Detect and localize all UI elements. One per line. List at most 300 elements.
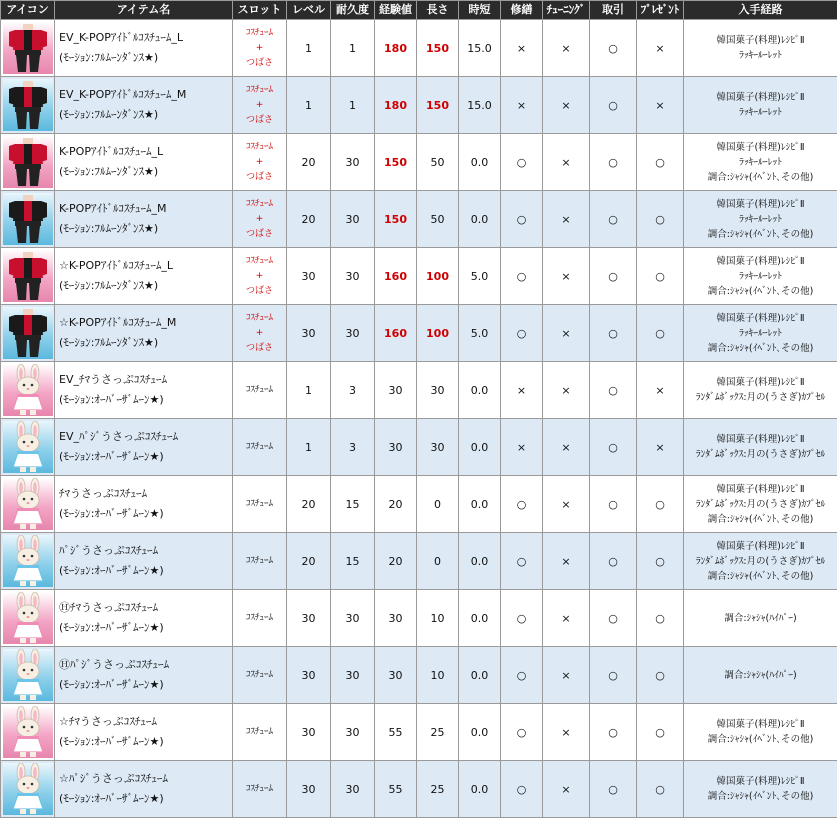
route-line: ﾗｯｷｰﾙｰﾚｯﾄ bbox=[684, 269, 837, 284]
tuning-cell: × bbox=[543, 590, 590, 647]
item-icon-cell bbox=[1, 533, 55, 590]
item-name: Ⓗﾊﾟｼﾞうさっぷｺｽﾁｭｰﾑ bbox=[59, 655, 232, 675]
route-line: 韓国菓子(料理)ﾚｼﾋﾟⅡ bbox=[684, 482, 837, 497]
level-cell: 20 bbox=[287, 134, 331, 191]
slot-line: + bbox=[233, 269, 286, 284]
slot-line: ｺｽﾁｭｰﾑ bbox=[233, 782, 286, 797]
present-cell: ○ bbox=[637, 533, 684, 590]
item-name-cell bbox=[55, 761, 233, 818]
repair-cell: × bbox=[501, 362, 543, 419]
repair-cell: × bbox=[501, 20, 543, 77]
slot-line: つばさ bbox=[233, 227, 286, 242]
item-icon-cell bbox=[1, 305, 55, 362]
exp-cell: 30 bbox=[375, 590, 417, 647]
exp-cell: 20 bbox=[375, 533, 417, 590]
item-name-cell bbox=[55, 248, 233, 305]
level-cell: 1 bbox=[287, 20, 331, 77]
trade-cell: ○ bbox=[590, 305, 637, 362]
table-row bbox=[1, 20, 837, 77]
slot-line: ｺｽﾁｭｰﾑ bbox=[233, 611, 286, 626]
present-cell: ○ bbox=[637, 191, 684, 248]
slot-cell bbox=[233, 305, 287, 362]
item-icon-cell bbox=[1, 590, 55, 647]
repair-cell: ○ bbox=[501, 533, 543, 590]
idol-costume-red-icon bbox=[3, 22, 53, 74]
item-name-cell bbox=[55, 362, 233, 419]
repair-cell: × bbox=[501, 419, 543, 476]
item-motion: (ﾓｰｼｮﾝ:ｵｰﾊﾞｰｻﾞﾑｰﾝ★) bbox=[59, 675, 232, 695]
level-cell: 30 bbox=[287, 248, 331, 305]
route-line: 調合:ｼｬｼｬ(ｲﾍﾞﾝﾄ､その他) bbox=[684, 512, 837, 527]
length-cell: 0 bbox=[417, 476, 459, 533]
route-cell bbox=[684, 20, 837, 77]
slot-cell bbox=[233, 761, 287, 818]
route-line: 調合:ｼｬｼｬ(ｲﾍﾞﾝﾄ､その他) bbox=[684, 569, 837, 584]
route-cell bbox=[684, 590, 837, 647]
slot-cell bbox=[233, 533, 287, 590]
route-line: 調合:ｼｬｼｬ(ｲﾍﾞﾝﾄ､その他) bbox=[684, 170, 837, 185]
route-cell bbox=[684, 761, 837, 818]
present-cell: ○ bbox=[637, 704, 684, 761]
route-line: 韓国菓子(料理)ﾚｼﾋﾟⅡ bbox=[684, 90, 837, 105]
rabbit-costume-blue-icon bbox=[3, 763, 53, 815]
route-line: 調合:ｼｬｼｬ(ﾊｲﾊﾟｰ) bbox=[684, 668, 837, 683]
idol-costume-red-icon bbox=[3, 136, 53, 188]
repair-cell: ○ bbox=[501, 647, 543, 704]
route-cell bbox=[684, 77, 837, 134]
route-line: ﾗﾝﾀﾞﾑﾎﾞｯｸｽ:月の(うさぎ)ｶﾌﾟｾﾙ bbox=[684, 447, 837, 462]
tuning-cell: × bbox=[543, 248, 590, 305]
level-cell: 30 bbox=[287, 761, 331, 818]
tuning-cell: × bbox=[543, 476, 590, 533]
present-cell: ○ bbox=[637, 248, 684, 305]
item-icon-cell bbox=[1, 248, 55, 305]
idol-costume-black-icon bbox=[3, 307, 53, 359]
route-cell bbox=[684, 362, 837, 419]
item-icon-cell bbox=[1, 362, 55, 419]
slot-line: ｺｽﾁｭｰﾑ bbox=[233, 554, 286, 569]
item-name: K-POPｱｲﾄﾞﾙｺｽﾁｭｰﾑ_M bbox=[59, 199, 232, 219]
present-cell: ○ bbox=[637, 305, 684, 362]
tuning-cell: × bbox=[543, 305, 590, 362]
slot-line: + bbox=[233, 326, 286, 341]
header-exp: 経験値 bbox=[375, 1, 417, 20]
slot-line: つばさ bbox=[233, 341, 286, 356]
tuning-cell: × bbox=[543, 419, 590, 476]
header-item-name: アイテム名 bbox=[55, 1, 233, 20]
item-name-cell bbox=[55, 134, 233, 191]
item-name-cell bbox=[55, 590, 233, 647]
level-cell: 30 bbox=[287, 590, 331, 647]
length-cell: 50 bbox=[417, 134, 459, 191]
route-cell bbox=[684, 305, 837, 362]
exp-cell: 150 bbox=[375, 191, 417, 248]
item-motion: (ﾓｰｼｮﾝ:ﾌﾙﾑｰﾝﾀﾞﾝｽ★) bbox=[59, 162, 232, 182]
item-motion: (ﾓｰｼｮﾝ:ｵｰﾊﾞｰｻﾞﾑｰﾝ★) bbox=[59, 447, 232, 467]
route-line: 調合:ｼｬｼｬ(ｲﾍﾞﾝﾄ､その他) bbox=[684, 227, 837, 242]
route-line: 調合:ｼｬｼｬ(ｲﾍﾞﾝﾄ､その他) bbox=[684, 789, 837, 804]
route-cell bbox=[684, 533, 837, 590]
slot-line: ｺｽﾁｭｰﾑ bbox=[233, 254, 286, 269]
header-route: 入手経路 bbox=[684, 1, 837, 20]
route-cell bbox=[684, 704, 837, 761]
item-icon-cell bbox=[1, 419, 55, 476]
table-row bbox=[1, 248, 837, 305]
length-cell: 30 bbox=[417, 419, 459, 476]
header-level: レベル bbox=[287, 1, 331, 20]
item-name-cell bbox=[55, 305, 233, 362]
durability-cell: 3 bbox=[331, 362, 375, 419]
durability-cell: 30 bbox=[331, 761, 375, 818]
trade-cell: ○ bbox=[590, 20, 637, 77]
item-motion: (ﾓｰｼｮﾝ:ｵｰﾊﾞｰｻﾞﾑｰﾝ★) bbox=[59, 561, 232, 581]
repair-cell: ○ bbox=[501, 248, 543, 305]
repair-cell: ○ bbox=[501, 704, 543, 761]
route-line: 韓国菓子(料理)ﾚｼﾋﾟⅡ bbox=[684, 539, 837, 554]
route-line: 韓国菓子(料理)ﾚｼﾋﾟⅡ bbox=[684, 375, 837, 390]
present-cell: ○ bbox=[637, 647, 684, 704]
time-short-cell: 5.0 bbox=[459, 305, 501, 362]
slot-cell bbox=[233, 77, 287, 134]
item-name-cell bbox=[55, 191, 233, 248]
route-cell bbox=[684, 191, 837, 248]
item-name: K-POPｱｲﾄﾞﾙｺｽﾁｭｰﾑ_L bbox=[59, 142, 232, 162]
exp-cell: 150 bbox=[375, 134, 417, 191]
time-short-cell: 15.0 bbox=[459, 20, 501, 77]
route-line: 調合:ｼｬｼｬ(ｲﾍﾞﾝﾄ､その他) bbox=[684, 732, 837, 747]
exp-cell: 180 bbox=[375, 77, 417, 134]
route-line: 調合:ｼｬｼｬ(ﾊｲﾊﾟｰ) bbox=[684, 611, 837, 626]
rabbit-costume-blue-icon bbox=[3, 421, 53, 473]
slot-line: つばさ bbox=[233, 284, 286, 299]
level-cell: 1 bbox=[287, 77, 331, 134]
table-row bbox=[1, 305, 837, 362]
item-motion: (ﾓｰｼｮﾝ:ｵｰﾊﾞｰｻﾞﾑｰﾝ★) bbox=[59, 732, 232, 752]
tuning-cell: × bbox=[543, 77, 590, 134]
slot-line: ｺｽﾁｭｰﾑ bbox=[233, 311, 286, 326]
route-line: ﾗﾝﾀﾞﾑﾎﾞｯｸｽ:月の(うさぎ)ｶﾌﾟｾﾙ bbox=[684, 497, 837, 512]
slot-line: + bbox=[233, 155, 286, 170]
route-line: 韓国菓子(料理)ﾚｼﾋﾟⅡ bbox=[684, 197, 837, 212]
item-name: ☆ﾁﾏうさっぷｺｽﾁｭｰﾑ bbox=[59, 712, 232, 732]
rabbit-costume-blue-icon bbox=[3, 535, 53, 587]
length-cell: 25 bbox=[417, 761, 459, 818]
length-cell: 10 bbox=[417, 647, 459, 704]
level-cell: 20 bbox=[287, 191, 331, 248]
length-cell: 150 bbox=[417, 20, 459, 77]
durability-cell: 15 bbox=[331, 533, 375, 590]
length-cell: 50 bbox=[417, 191, 459, 248]
item-name: EV_ﾊﾟｼﾞうさっぷｺｽﾁｭｰﾑ bbox=[59, 427, 232, 447]
item-name: ﾊﾟｼﾞうさっぷｺｽﾁｭｰﾑ bbox=[59, 541, 232, 561]
durability-cell: 30 bbox=[331, 305, 375, 362]
slot-line: ｺｽﾁｭｰﾑ bbox=[233, 83, 286, 98]
slot-cell bbox=[233, 476, 287, 533]
route-line: ﾗｯｷｰﾙｰﾚｯﾄ bbox=[684, 48, 837, 63]
slot-line: ｺｽﾁｭｰﾑ bbox=[233, 383, 286, 398]
tuning-cell: × bbox=[543, 134, 590, 191]
item-name-cell bbox=[55, 20, 233, 77]
level-cell: 30 bbox=[287, 305, 331, 362]
durability-cell: 30 bbox=[331, 590, 375, 647]
length-cell: 10 bbox=[417, 590, 459, 647]
route-line: ﾗﾝﾀﾞﾑﾎﾞｯｸｽ:月の(うさぎ)ｶﾌﾟｾﾙ bbox=[684, 554, 837, 569]
tuning-cell: × bbox=[543, 761, 590, 818]
durability-cell: 30 bbox=[331, 704, 375, 761]
item-name: EV_K-POPｱｲﾄﾞﾙｺｽﾁｭｰﾑ_M bbox=[59, 85, 232, 105]
exp-cell: 20 bbox=[375, 476, 417, 533]
route-line: ﾗﾝﾀﾞﾑﾎﾞｯｸｽ:月の(うさぎ)ｶﾌﾟｾﾙ bbox=[684, 390, 837, 405]
length-cell: 30 bbox=[417, 362, 459, 419]
durability-cell: 30 bbox=[331, 248, 375, 305]
time-short-cell: 0.0 bbox=[459, 362, 501, 419]
tuning-cell: × bbox=[543, 362, 590, 419]
present-cell: ○ bbox=[637, 134, 684, 191]
table-row bbox=[1, 134, 837, 191]
route-cell bbox=[684, 647, 837, 704]
route-line: 韓国菓子(料理)ﾚｼﾋﾟⅡ bbox=[684, 254, 837, 269]
time-short-cell: 0.0 bbox=[459, 191, 501, 248]
rabbit-costume-blue-icon bbox=[3, 649, 53, 701]
idol-costume-red-icon bbox=[3, 250, 53, 302]
route-cell bbox=[684, 248, 837, 305]
item-name-cell bbox=[55, 476, 233, 533]
slot-cell bbox=[233, 419, 287, 476]
time-short-cell: 0.0 bbox=[459, 590, 501, 647]
item-name-cell bbox=[55, 647, 233, 704]
slot-line: ｺｽﾁｭｰﾑ bbox=[233, 197, 286, 212]
tuning-cell: × bbox=[543, 647, 590, 704]
exp-cell: 55 bbox=[375, 761, 417, 818]
trade-cell: ○ bbox=[590, 647, 637, 704]
time-short-cell: 0.0 bbox=[459, 134, 501, 191]
length-cell: 100 bbox=[417, 248, 459, 305]
time-short-cell: 0.0 bbox=[459, 533, 501, 590]
header-trade: 取引 bbox=[590, 1, 637, 20]
item-motion: (ﾓｰｼｮﾝ:ﾌﾙﾑｰﾝﾀﾞﾝｽ★) bbox=[59, 48, 232, 68]
slot-line: ｺｽﾁｭｰﾑ bbox=[233, 26, 286, 41]
item-icon-cell bbox=[1, 77, 55, 134]
route-line: 韓国菓子(料理)ﾚｼﾋﾟⅡ bbox=[684, 717, 837, 732]
level-cell: 20 bbox=[287, 533, 331, 590]
item-icon-cell bbox=[1, 704, 55, 761]
slot-line: + bbox=[233, 212, 286, 227]
route-line: ﾗｯｷｰﾙｰﾚｯﾄ bbox=[684, 155, 837, 170]
item-name-cell bbox=[55, 77, 233, 134]
trade-cell: ○ bbox=[590, 248, 637, 305]
slot-line: ｺｽﾁｭｰﾑ bbox=[233, 725, 286, 740]
exp-cell: 30 bbox=[375, 647, 417, 704]
table-row bbox=[1, 647, 837, 704]
present-cell: × bbox=[637, 362, 684, 419]
item-name: ﾁﾏうさっぷｺｽﾁｭｰﾑ bbox=[59, 484, 232, 504]
present-cell: ○ bbox=[637, 761, 684, 818]
idol-costume-black-icon bbox=[3, 193, 53, 245]
header-durability: 耐久度 bbox=[331, 1, 375, 20]
time-short-cell: 5.0 bbox=[459, 248, 501, 305]
trade-cell: ○ bbox=[590, 77, 637, 134]
item-motion: (ﾓｰｼｮﾝ:ｵｰﾊﾞｰｻﾞﾑｰﾝ★) bbox=[59, 789, 232, 809]
present-cell: × bbox=[637, 77, 684, 134]
route-cell bbox=[684, 476, 837, 533]
item-motion: (ﾓｰｼｮﾝ:ｵｰﾊﾞｰｻﾞﾑｰﾝ★) bbox=[59, 390, 232, 410]
durability-cell: 1 bbox=[331, 20, 375, 77]
item-icon-cell bbox=[1, 134, 55, 191]
time-short-cell: 0.0 bbox=[459, 704, 501, 761]
level-cell: 20 bbox=[287, 476, 331, 533]
header-length: 長さ bbox=[417, 1, 459, 20]
slot-cell bbox=[233, 704, 287, 761]
slot-cell bbox=[233, 134, 287, 191]
durability-cell: 15 bbox=[331, 476, 375, 533]
item-icon-cell bbox=[1, 761, 55, 818]
slot-cell bbox=[233, 647, 287, 704]
trade-cell: ○ bbox=[590, 476, 637, 533]
durability-cell: 1 bbox=[331, 77, 375, 134]
slot-cell bbox=[233, 20, 287, 77]
header-present: ﾌﾟﾚｾﾞﾝﾄ bbox=[637, 1, 684, 20]
route-line: 調合:ｼｬｼｬ(ｲﾍﾞﾝﾄ､その他) bbox=[684, 341, 837, 356]
trade-cell: ○ bbox=[590, 761, 637, 818]
length-cell: 150 bbox=[417, 77, 459, 134]
route-line: 韓国菓子(料理)ﾚｼﾋﾟⅡ bbox=[684, 140, 837, 155]
item-motion: (ﾓｰｼｮﾝ:ｵｰﾊﾞｰｻﾞﾑｰﾝ★) bbox=[59, 618, 232, 638]
slot-line: + bbox=[233, 98, 286, 113]
route-cell bbox=[684, 134, 837, 191]
route-line: 韓国菓子(料理)ﾚｼﾋﾟⅡ bbox=[684, 774, 837, 789]
repair-cell: ○ bbox=[501, 191, 543, 248]
rabbit-costume-pink-icon bbox=[3, 364, 53, 416]
rabbit-costume-pink-icon bbox=[3, 478, 53, 530]
slot-line: つばさ bbox=[233, 113, 286, 128]
present-cell: ○ bbox=[637, 476, 684, 533]
length-cell: 100 bbox=[417, 305, 459, 362]
table-row bbox=[1, 761, 837, 818]
slot-line: ｺｽﾁｭｰﾑ bbox=[233, 497, 286, 512]
item-name: EV_K-POPｱｲﾄﾞﾙｺｽﾁｭｰﾑ_L bbox=[59, 28, 232, 48]
table-row bbox=[1, 77, 837, 134]
trade-cell: ○ bbox=[590, 419, 637, 476]
route-line: 調合:ｼｬｼｬ(ｲﾍﾞﾝﾄ､その他) bbox=[684, 284, 837, 299]
repair-cell: ○ bbox=[501, 134, 543, 191]
tuning-cell: × bbox=[543, 191, 590, 248]
level-cell: 30 bbox=[287, 704, 331, 761]
trade-cell: ○ bbox=[590, 704, 637, 761]
exp-cell: 160 bbox=[375, 305, 417, 362]
idol-costume-black-icon bbox=[3, 79, 53, 131]
route-cell bbox=[684, 419, 837, 476]
header-icon: アイコン bbox=[1, 1, 55, 20]
durability-cell: 3 bbox=[331, 419, 375, 476]
exp-cell: 30 bbox=[375, 362, 417, 419]
repair-cell: ○ bbox=[501, 305, 543, 362]
time-short-cell: 0.0 bbox=[459, 761, 501, 818]
item-name: EV_ﾁﾏうさっぷｺｽﾁｭｰﾑ bbox=[59, 370, 232, 390]
present-cell: ○ bbox=[637, 590, 684, 647]
slot-line: ｺｽﾁｭｰﾑ bbox=[233, 440, 286, 455]
length-cell: 0 bbox=[417, 533, 459, 590]
slot-line: つばさ bbox=[233, 170, 286, 185]
tuning-cell: × bbox=[543, 20, 590, 77]
slot-line: つばさ bbox=[233, 56, 286, 71]
item-name: ☆ﾊﾟｼﾞうさっぷｺｽﾁｭｰﾑ bbox=[59, 769, 232, 789]
item-motion: (ﾓｰｼｮﾝ:ﾌﾙﾑｰﾝﾀﾞﾝｽ★) bbox=[59, 333, 232, 353]
item-motion: (ﾓｰｼｮﾝ:ﾌﾙﾑｰﾝﾀﾞﾝｽ★) bbox=[59, 105, 232, 125]
level-cell: 1 bbox=[287, 419, 331, 476]
rabbit-costume-pink-icon bbox=[3, 706, 53, 758]
table-row bbox=[1, 704, 837, 761]
item-icon-cell bbox=[1, 191, 55, 248]
item-name: ☆K-POPｱｲﾄﾞﾙｺｽﾁｭｰﾑ_L bbox=[59, 256, 232, 276]
item-motion: (ﾓｰｼｮﾝ:ﾌﾙﾑｰﾝﾀﾞﾝｽ★) bbox=[59, 276, 232, 296]
header-repair: 修繕 bbox=[501, 1, 543, 20]
tuning-cell: × bbox=[543, 533, 590, 590]
repair-cell: ○ bbox=[501, 476, 543, 533]
route-line: 韓国菓子(料理)ﾚｼﾋﾟⅡ bbox=[684, 311, 837, 326]
route-line: 韓国菓子(料理)ﾚｼﾋﾟⅡ bbox=[684, 432, 837, 447]
slot-cell bbox=[233, 191, 287, 248]
item-name: ☆K-POPｱｲﾄﾞﾙｺｽﾁｭｰﾑ_M bbox=[59, 313, 232, 333]
exp-cell: 55 bbox=[375, 704, 417, 761]
time-short-cell: 0.0 bbox=[459, 419, 501, 476]
route-line: 韓国菓子(料理)ﾚｼﾋﾟⅡ bbox=[684, 33, 837, 48]
tuning-cell: × bbox=[543, 704, 590, 761]
table-row bbox=[1, 590, 837, 647]
repair-cell: × bbox=[501, 77, 543, 134]
trade-cell: ○ bbox=[590, 362, 637, 419]
slot-line: ｺｽﾁｭｰﾑ bbox=[233, 140, 286, 155]
time-short-cell: 0.0 bbox=[459, 647, 501, 704]
slot-cell bbox=[233, 362, 287, 419]
rabbit-costume-pink-icon bbox=[3, 592, 53, 644]
header-row bbox=[1, 1, 837, 20]
route-line: ﾗｯｷｰﾙｰﾚｯﾄ bbox=[684, 212, 837, 227]
length-cell: 25 bbox=[417, 704, 459, 761]
exp-cell: 30 bbox=[375, 419, 417, 476]
item-name-cell bbox=[55, 419, 233, 476]
trade-cell: ○ bbox=[590, 533, 637, 590]
slot-cell bbox=[233, 590, 287, 647]
exp-cell: 180 bbox=[375, 20, 417, 77]
slot-cell bbox=[233, 248, 287, 305]
durability-cell: 30 bbox=[331, 647, 375, 704]
trade-cell: ○ bbox=[590, 590, 637, 647]
durability-cell: 30 bbox=[331, 134, 375, 191]
item-icon-cell bbox=[1, 20, 55, 77]
level-cell: 30 bbox=[287, 647, 331, 704]
item-name-cell bbox=[55, 704, 233, 761]
trade-cell: ○ bbox=[590, 134, 637, 191]
route-line: ﾗｯｷｰﾙｰﾚｯﾄ bbox=[684, 105, 837, 120]
item-name-cell bbox=[55, 533, 233, 590]
present-cell: × bbox=[637, 419, 684, 476]
item-name: Ⓗﾁﾏうさっぷｺｽﾁｭｰﾑ bbox=[59, 598, 232, 618]
item-icon-cell bbox=[1, 647, 55, 704]
table-row bbox=[1, 191, 837, 248]
time-short-cell: 0.0 bbox=[459, 476, 501, 533]
header-slot: スロット bbox=[233, 1, 287, 20]
item-motion: (ﾓｰｼｮﾝ:ﾌﾙﾑｰﾝﾀﾞﾝｽ★) bbox=[59, 219, 232, 239]
table-row bbox=[1, 362, 837, 419]
header-tuning: ﾁｭｰﾆﾝｸﾞ bbox=[543, 1, 590, 20]
time-short-cell: 15.0 bbox=[459, 77, 501, 134]
item-motion: (ﾓｰｼｮﾝ:ｵｰﾊﾞｰｻﾞﾑｰﾝ★) bbox=[59, 504, 232, 524]
slot-line: + bbox=[233, 41, 286, 56]
durability-cell: 30 bbox=[331, 191, 375, 248]
present-cell: × bbox=[637, 20, 684, 77]
route-line: ﾗｯｷｰﾙｰﾚｯﾄ bbox=[684, 326, 837, 341]
repair-cell: ○ bbox=[501, 761, 543, 818]
